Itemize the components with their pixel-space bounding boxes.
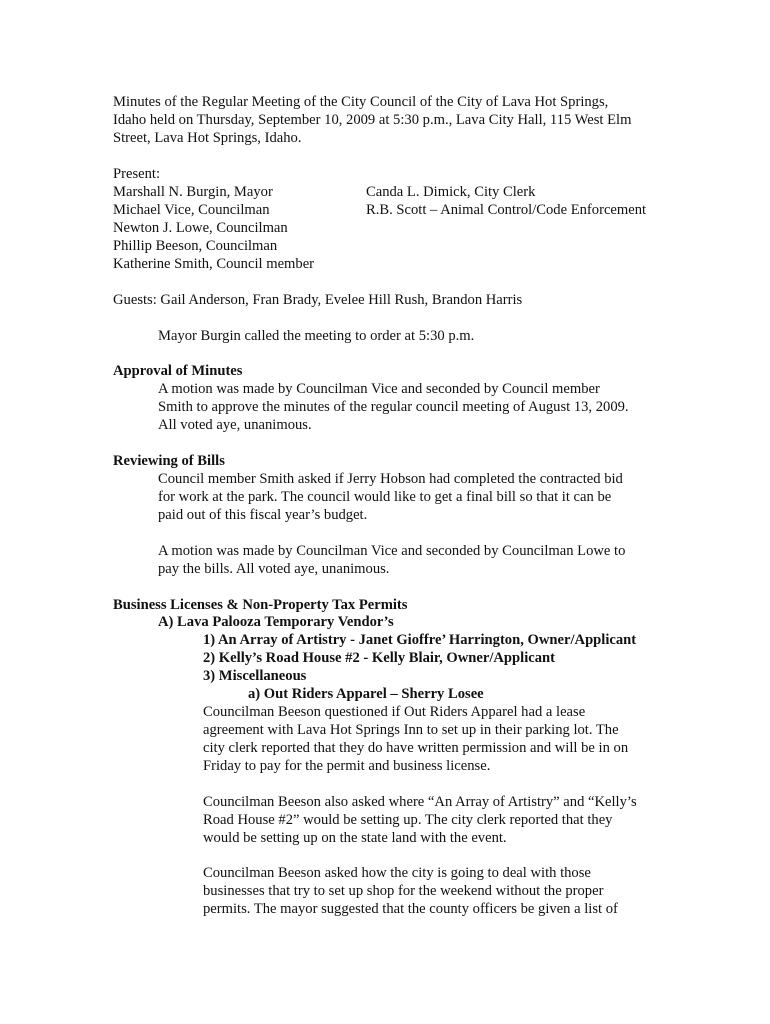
attendee: Marshall N. Burgin, Mayor bbox=[113, 184, 273, 200]
section-heading-approval: Approval of Minutes bbox=[113, 363, 243, 379]
licenses-line: Councilman Beeson asked how the city is going to deal with those bbox=[203, 865, 591, 881]
present-label: Present: bbox=[113, 166, 161, 182]
bills-line: pay the bills. All voted aye, unanimous. bbox=[158, 561, 390, 577]
section-heading-business-licenses: Business Licenses & Non-Property Tax Permits bbox=[113, 597, 408, 613]
licenses-line: agreement with Lava Hot Springs Inn to set up in their parking lot. The bbox=[203, 722, 619, 738]
bills-line: Council member Smith asked if Jerry Hobson had completed the contracted bid bbox=[158, 471, 623, 487]
subheading-lava-palooza: A) Lava Palooza Temporary Vendor’s bbox=[158, 614, 394, 630]
approval-line: Smith to approve the minutes of the regular council meeting of August 13, 2009. bbox=[158, 399, 629, 415]
licenses-line: Councilman Beeson also asked where “An Array of Artistry” and “Kelly’s bbox=[203, 794, 637, 810]
licenses-line: would be setting up on the state land with the event. bbox=[203, 830, 507, 846]
licenses-line: businesses that try to set up shop for the weekend without the proper bbox=[203, 883, 604, 899]
title-line-1: Minutes of the Regular Meeting of the City Council of the City of Lava Hot Springs, bbox=[113, 94, 609, 110]
vendor-item: 2) Kelly’s Road House #2 - Kelly Blair, Owner/Applicant bbox=[203, 650, 556, 666]
attendee: Katherine Smith, Council member bbox=[113, 256, 315, 272]
licenses-line: permits. The mayor suggested that the county officers be given a list of bbox=[203, 901, 618, 917]
section-heading-bills: Reviewing of Bills bbox=[113, 453, 225, 469]
staff-member: R.B. Scott – Animal Control/Code Enforcement bbox=[366, 202, 647, 218]
attendee: Phillip Beeson, Councilman bbox=[113, 238, 278, 254]
call-to-order: Mayor Burgin called the meeting to order at 5:30 p.m. bbox=[158, 328, 475, 344]
vendor-item: 3) Miscellaneous bbox=[203, 668, 307, 684]
bills-line: A motion was made by Councilman Vice and seconded by Councilman Lowe to bbox=[158, 543, 626, 559]
licenses-line: Councilman Beeson questioned if Out Riders Apparel had a lease bbox=[203, 704, 586, 720]
bills-line: paid out of this fiscal year’s budget. bbox=[158, 507, 368, 523]
approval-line: All voted aye, unanimous. bbox=[158, 417, 312, 433]
licenses-line: city clerk reported that they do have written permission and will be in on bbox=[203, 740, 629, 756]
vendor-subitem: a) Out Riders Apparel – Sherry Losee bbox=[248, 686, 484, 702]
approval-line: A motion was made by Councilman Vice and seconded by Council member bbox=[158, 381, 600, 397]
title-line-2: Idaho held on Thursday, September 10, 2009 at 5:30 p.m., Lava City Hall, 115 West Elm bbox=[113, 112, 632, 128]
guests-line: Guests: Gail Anderson, Fran Brady, Evelee Hill Rush, Brandon Harris bbox=[113, 292, 523, 308]
bills-line: for work at the park. The council would like to get a final bill so that it can be bbox=[158, 489, 612, 505]
licenses-line: Road House #2” would be setting up. The city clerk reported that they bbox=[203, 812, 613, 828]
attendee: Newton J. Lowe, Councilman bbox=[113, 220, 288, 236]
attendee: Michael Vice, Councilman bbox=[113, 202, 270, 218]
licenses-line: Friday to pay for the permit and business license. bbox=[203, 758, 491, 774]
title-line-3: Street, Lava Hot Springs, Idaho. bbox=[113, 130, 302, 146]
vendor-item: 1) An Array of Artistry - Janet Gioffre’ Harrington, Owner/Applicant bbox=[203, 632, 637, 648]
staff-member: Canda L. Dimick, City Clerk bbox=[366, 184, 536, 200]
